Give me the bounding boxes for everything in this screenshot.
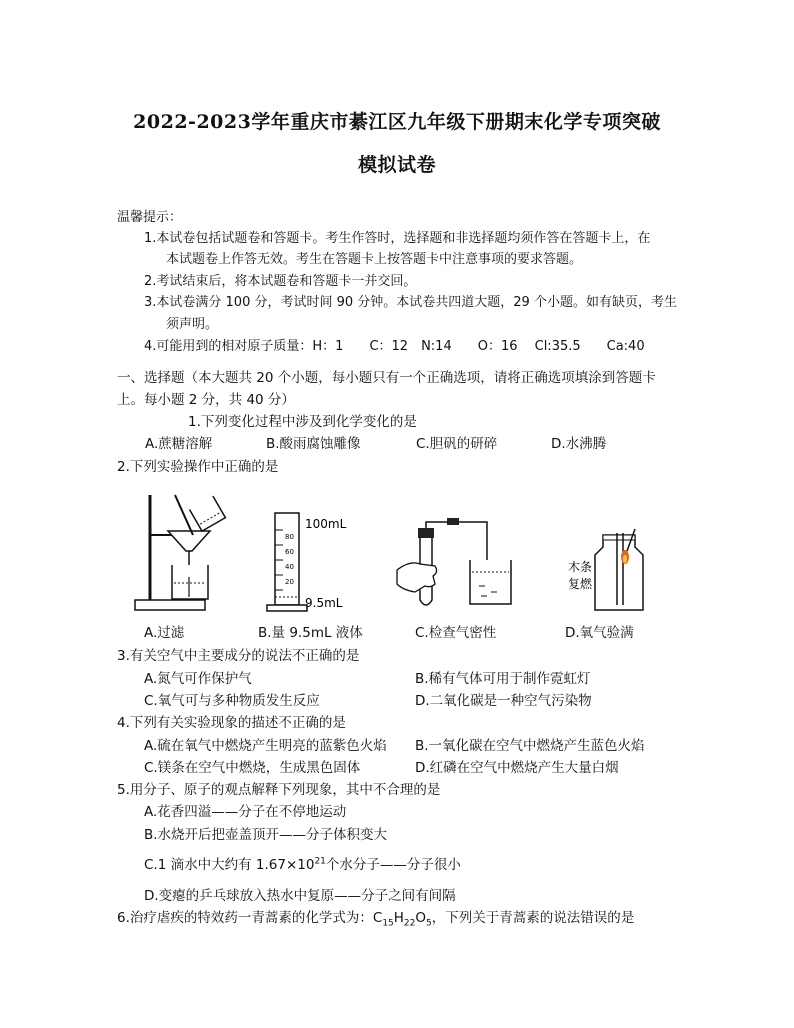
question-6-stem — [117, 906, 634, 929]
notice-item-2: 2.考试结束后，将本试题卷和答题卡一并交回。 — [144, 274, 417, 289]
question-2-option-d: D.氧气验满 — [565, 625, 634, 641]
notice-item-3-line-1: 3.本试卷满分 100 分，考试时间 90 分钟。本试卷共四道大题，29 个小题。如有缺页，考生 — [144, 295, 677, 310]
oxygen-test-figure — [565, 525, 665, 615]
notice-item-1-line-1: 1.本试卷包括试题卷和答题卡。考生作答时，选择题和非选择题均须作答在答题卡上，在 — [144, 231, 651, 246]
question-5-option-b: B.水烧开后把壶盖顶开——分子体积变大 — [144, 827, 388, 843]
question-1-option-d: D.水沸腾 — [551, 436, 607, 452]
question-4-option-a: A.硫在氧气中燃烧产生明亮的蓝紫色火焰 — [144, 738, 387, 754]
splint-label-line-2: 复燃 — [568, 577, 593, 591]
question-5-option-d: D.变瘪的乒乓球放入热水中复原——分子之间有间隔 — [144, 888, 456, 904]
question-3-option-d: D.二氧化碳是一种空气污染物 — [415, 693, 592, 709]
question-1-option-c: C.胆矾的研碎 — [416, 436, 498, 452]
question-6-oxygen-count: 5 — [426, 918, 432, 929]
question-5-option-c-exponent: 21 — [314, 856, 326, 867]
question-4-stem: 4.下列有关实验现象的描述不正确的是 — [117, 715, 346, 731]
question-4-option-c: C.镁条在空气中燃烧，生成黑色固体 — [144, 760, 361, 776]
section-1-heading-line-1: 一、选择题（本大题共 20 个小题，每小题只有一个正确选项，请将正确选项填涂到答题卡 — [117, 370, 656, 386]
question-4-option-d: D.红磷在空气中燃烧产生大量白烟 — [415, 760, 619, 776]
question-1-stem: 1.下列变化过程中涉及到化学变化的是 — [188, 414, 417, 430]
question-6-hydrogen-symbol: H — [393, 910, 404, 926]
notice-item-1-line-2: 本试题卷上作答无效。考生在答题卡上按答题卡中注意事项的要求答题。 — [166, 252, 583, 267]
cylinder-capacity-label: 100mL — [305, 517, 347, 531]
question-1-option-a: A.蔗糖溶解 — [145, 436, 213, 452]
question-2-option-a: A.过滤 — [144, 625, 185, 641]
cylinder-tick-40: 40 — [285, 563, 294, 571]
question-6-carbon-count: 15 — [382, 918, 394, 929]
question-3-option-a: A.氮气可作保护气 — [144, 671, 252, 687]
question-6-stem-pre: 6.治疗虐疾的特效药一青蒿素的化学式为：C — [117, 910, 383, 926]
cylinder-tick-80: 80 — [285, 533, 294, 541]
question-5-option-a: A.花香四溢——分子在不停地运动 — [144, 804, 347, 820]
question-5-option-c-pre: C.1 滴水中大约有 1.67×10 — [144, 857, 315, 873]
question-2-option-b: B.量 9.5mL 液体 — [258, 625, 363, 641]
question-1-option-b: B.酸雨腐蚀雕像 — [266, 436, 361, 452]
filtration-figure — [130, 485, 240, 615]
question-6-oxygen-symbol: O — [415, 910, 427, 926]
cylinder-tick-60: 60 — [285, 548, 294, 556]
notice-heading: 温馨提示： — [117, 210, 183, 225]
question-5-option-c-post: 个水分子——分子很小 — [325, 857, 461, 873]
question-2-stem: 2.下列实验操作中正确的是 — [117, 459, 279, 475]
question-5-stem: 5.用分子、原子的观点解释下列现象，其中不合理的是 — [117, 782, 441, 798]
notice-item-3-line-2: 须声明。 — [166, 317, 219, 332]
question-5-option-c — [144, 853, 461, 873]
section-1-heading-line-2: 上。每小题 2 分，共 40 分） — [117, 392, 295, 408]
airtightness-figure — [395, 520, 535, 615]
cylinder-volume-label: 9.5mL — [305, 596, 343, 610]
question-6-stem-post: ，下列关于青蒿素的说法错误的是 — [431, 910, 635, 926]
notice-item-4: 4.可能用到的相对原子质量：H：1 C：12 N:14 O：16 Cl:35.5 Ca:40 — [144, 339, 645, 354]
question-6-hydrogen-count: 22 — [403, 918, 416, 929]
question-3-stem: 3.有关空气中主要成分的说法不正确的是 — [117, 648, 360, 664]
splint-label-line-1: 木条 — [568, 560, 593, 574]
cylinder-tick-20: 20 — [285, 578, 294, 586]
page-title: 2022-2023学年重庆市綦江区九年级下册期末化学专项突破 — [133, 111, 661, 133]
question-3-option-b: B.稀有气体可用于制作霓虹灯 — [415, 671, 591, 687]
graduated-cylinder-figure — [265, 505, 405, 615]
page-subtitle: 模拟试卷 — [357, 154, 436, 176]
question-4-option-b: B.一氧化碳在空气中燃烧产生蓝色火焰 — [415, 738, 645, 754]
question-3-option-c: C.氧气可与多种物质发生反应 — [144, 693, 320, 709]
question-2-option-c: C.检查气密性 — [415, 625, 497, 641]
